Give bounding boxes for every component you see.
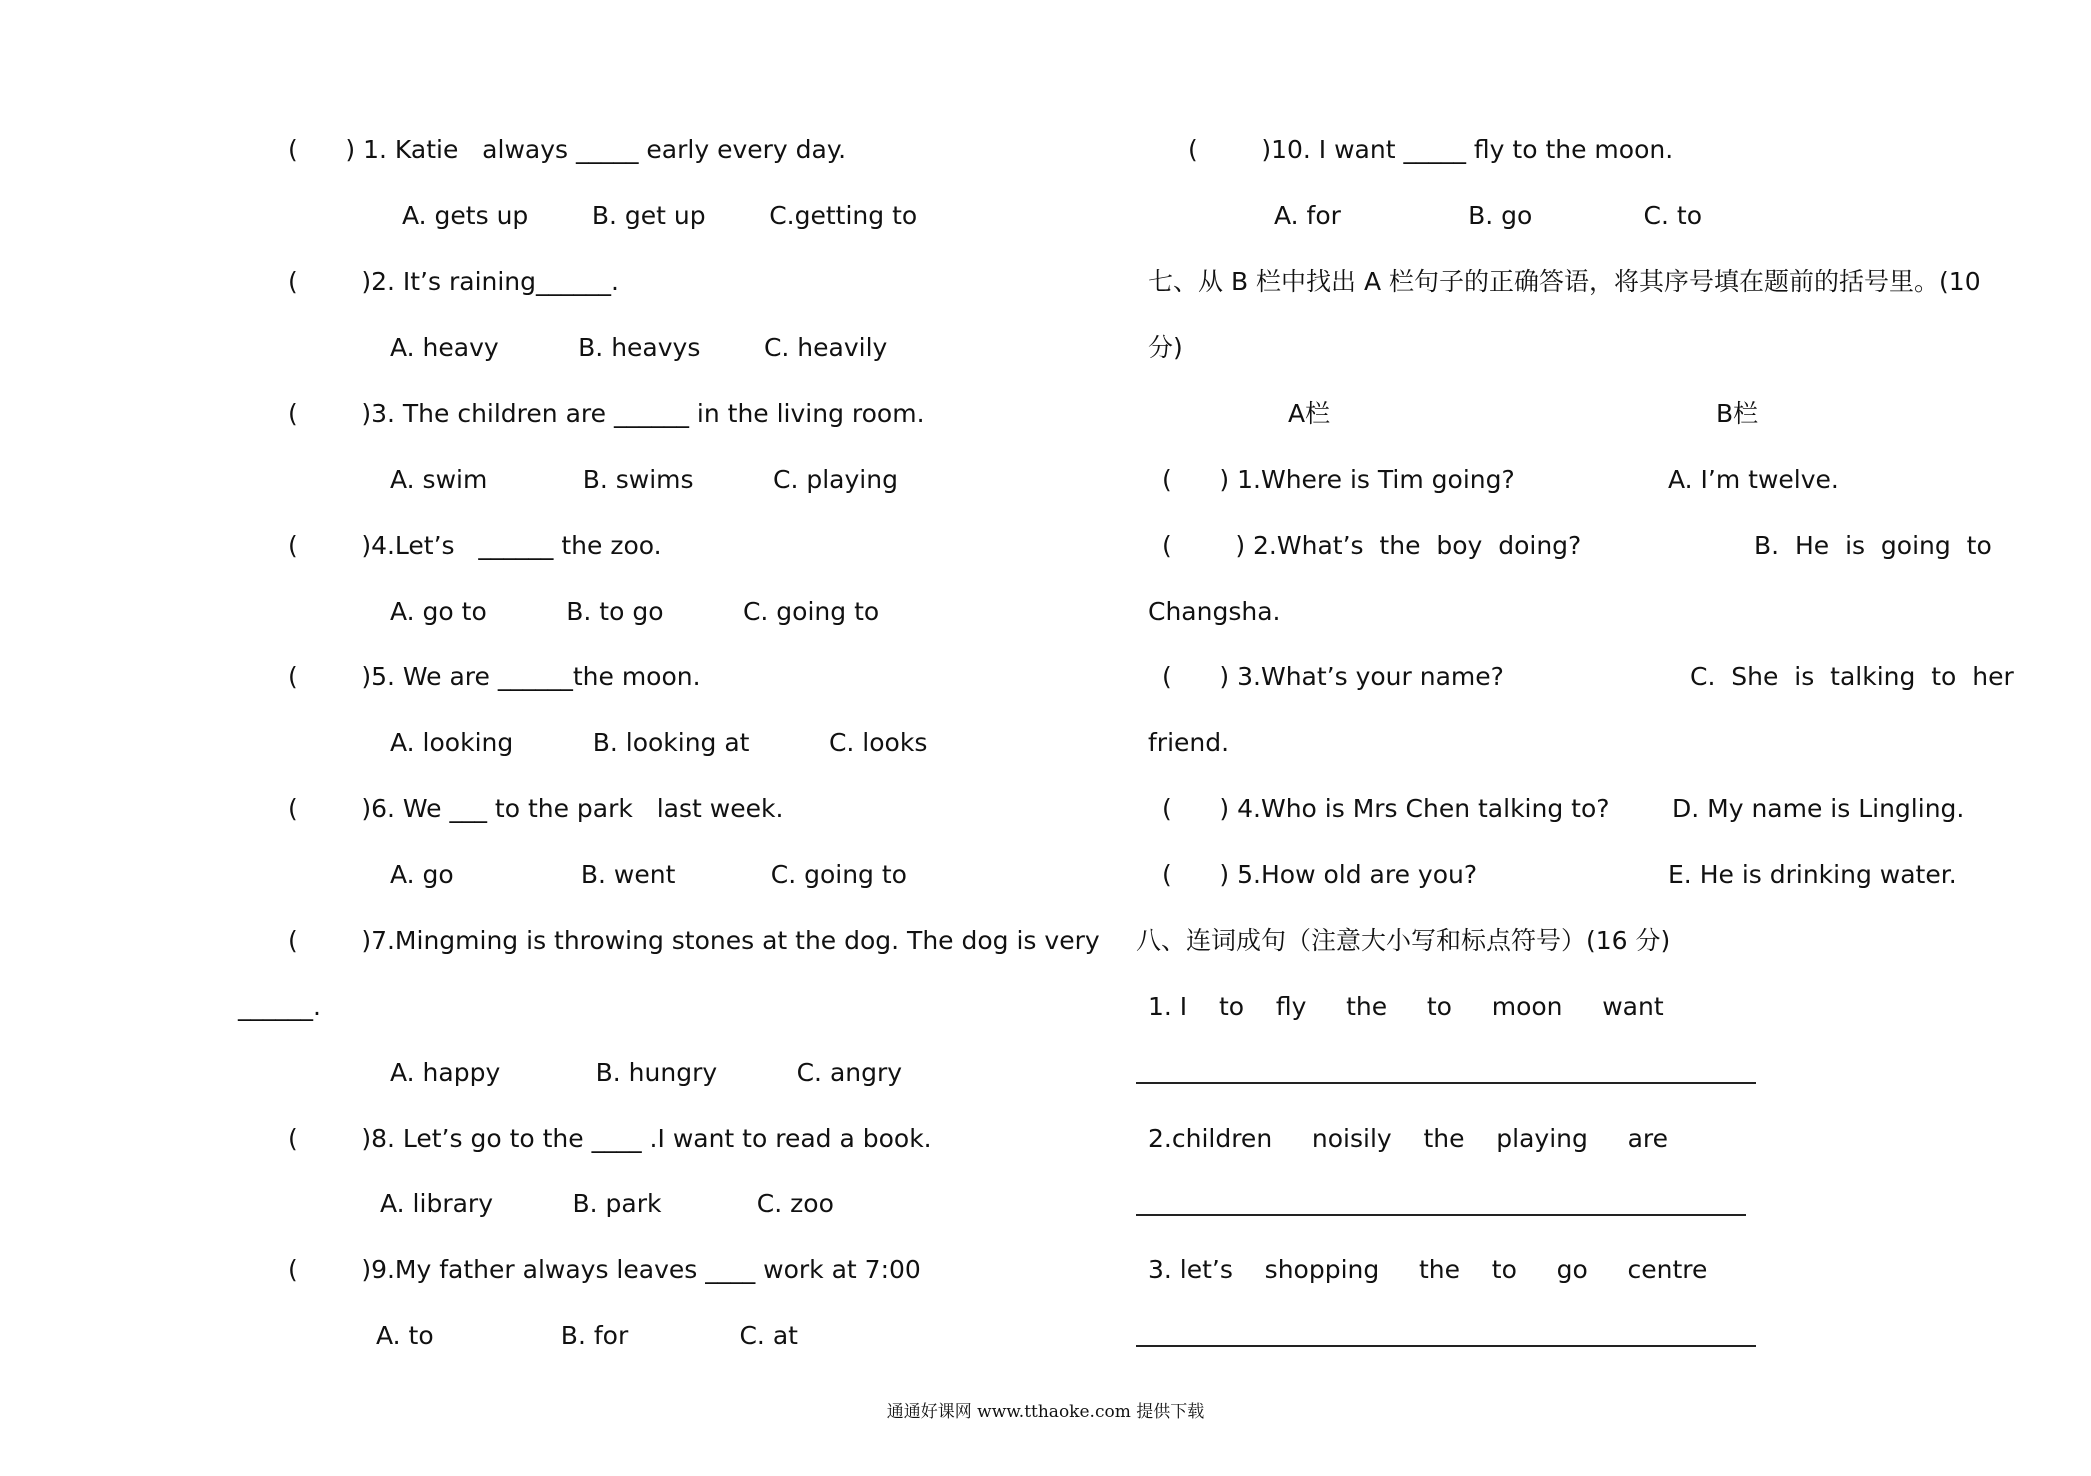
sentence-3-words: 3. let’s shopping the to go centre [1148, 1255, 1708, 1284]
match-a-2-continued: Changsha. [1148, 597, 1281, 626]
footer-source: 通通好课网 www.tthaoke.com 提供下载 [886, 1402, 1205, 1422]
question-1-options: A. gets up B. get up C.getting to [402, 201, 918, 230]
question-8-stem: ( )8. Let’s go to the ____ .I want to read a book. [288, 1124, 932, 1153]
question-9-stem: ( )9.My father always leaves ____ work at 7:00 [288, 1255, 921, 1284]
match-b-2: B. He is going to [1754, 531, 1992, 560]
question-7-stem: ( )7.Mingming is throwing stones at the dog. The dog is very [288, 926, 1100, 955]
question-4-options: A. go to B. to go C. going to [390, 597, 880, 626]
match-a-3: ( ) 3.What’s your name? [1162, 662, 1504, 691]
section-8-title: 八、连词成句（注意大小写和标点符号）(16 分) [1136, 926, 1671, 955]
question-2-stem: ( )2. It’s raining______. [288, 267, 619, 296]
sentence-3-answer-line[interactable] [1136, 1345, 1756, 1347]
column-b-header: B栏 [1716, 399, 1759, 428]
match-a-2: ( ) 2.What’s the boy doing? [1162, 531, 1582, 560]
sentence-2-words: 2.children noisily the playing are [1148, 1124, 1669, 1153]
question-4-stem: ( )4.Let’s ______ the zoo. [288, 531, 662, 560]
question-6-stem: ( )6. We ___ to the park last week. [288, 794, 784, 823]
sentence-2-answer-line[interactable] [1136, 1214, 1746, 1216]
question-5-options: A. looking B. looking at C. looks [390, 728, 928, 757]
section-7-title-continued: 分) [1148, 333, 1183, 362]
match-b-3: C. She is talking to her [1690, 662, 2014, 691]
question-5-stem: ( )5. We are ______the moon. [288, 662, 701, 691]
question-7-options: A. happy B. hungry C. angry [390, 1058, 903, 1087]
question-6-options: A. go B. went C. going to [390, 860, 907, 889]
match-a-1: ( ) 1.Where is Tim going? [1162, 465, 1515, 494]
match-b-1: A. I’m twelve. [1668, 465, 1839, 494]
match-b-5: E. He is drinking water. [1668, 860, 1957, 889]
section-7-title: 七、从 B 栏中找出 A 栏句子的正确答语，将其序号填在题前的括号里。(10 [1148, 267, 1981, 296]
question-7-stem-continued: ______. [238, 992, 321, 1021]
question-10-stem: ( )10. I want _____ fly to the moon. [1188, 135, 1674, 164]
question-10-options: A. for B. go C. to [1274, 201, 1702, 230]
match-a-4: ( ) 4.Who is Mrs Chen talking to? [1162, 794, 1610, 823]
column-a-header: A栏 [1288, 399, 1331, 428]
question-8-options: A. library B. park C. zoo [380, 1189, 834, 1218]
match-a-5: ( ) 5.How old are you? [1162, 860, 1478, 889]
question-2-options: A. heavy B. heavys C. heavily [390, 333, 888, 362]
question-3-stem: ( )3. The children are ______ in the living room. [288, 399, 925, 428]
sentence-1-words: 1. I to fly the to moon want [1148, 992, 1664, 1021]
question-3-options: A. swim B. swims C. playing [390, 465, 898, 494]
match-b-3-continued: friend. [1148, 728, 1230, 757]
question-1-stem: ( ) 1. Katie always _____ early every day. [288, 135, 847, 164]
match-b-4: D. My name is Lingling. [1672, 794, 1965, 823]
sentence-1-answer-line[interactable] [1136, 1082, 1756, 1084]
question-9-options: A. to B. for C. at [376, 1321, 798, 1350]
